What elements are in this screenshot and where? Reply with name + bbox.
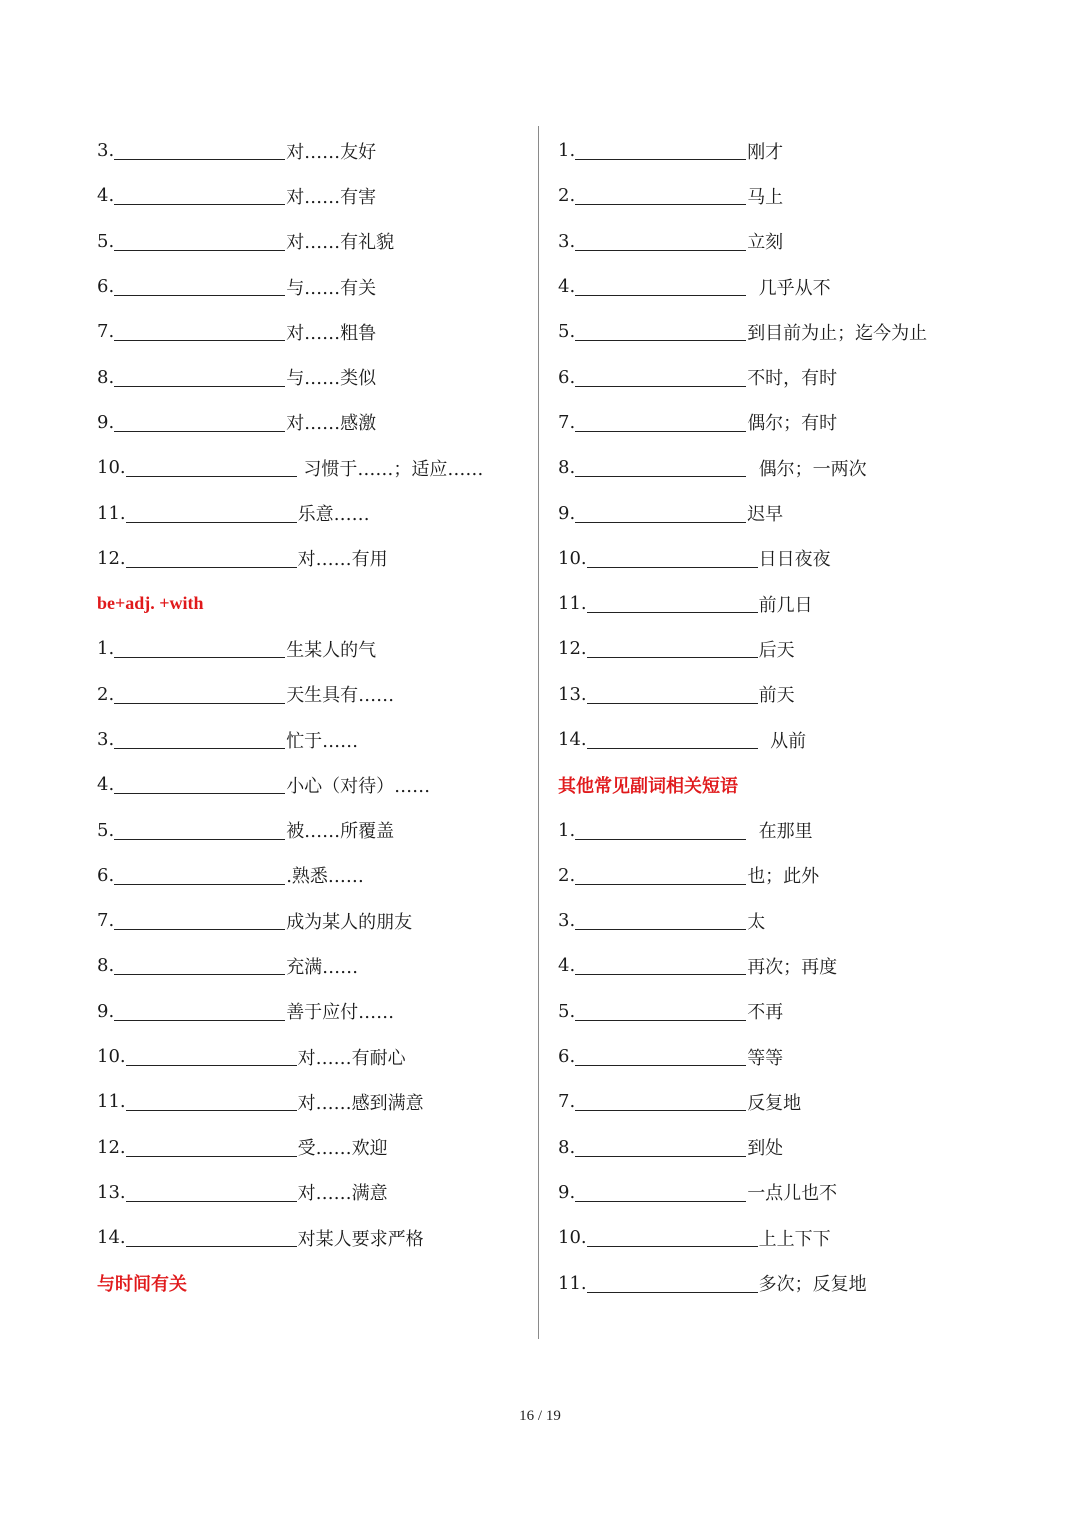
- chinese-meaning: 也；此外: [747, 866, 820, 888]
- answer-blank[interactable]: [575, 232, 746, 251]
- right-group-1: [558, 128, 998, 762]
- item-number: 5.: [97, 230, 115, 252]
- chinese-meaning: 前天: [758, 685, 795, 707]
- answer-blank[interactable]: [587, 549, 758, 568]
- item-number: 9.: [97, 1000, 115, 1022]
- exercise-row: [97, 309, 517, 354]
- item-number: 6.: [97, 864, 115, 886]
- exercise-row: [97, 989, 517, 1034]
- exercise-row: [97, 1034, 517, 1079]
- exercise-row: [558, 1079, 998, 1124]
- chinese-meaning: 到处: [747, 1138, 784, 1160]
- exercise-row: [558, 536, 998, 581]
- exercise-row: [558, 490, 998, 535]
- right-group-2: [558, 807, 998, 1305]
- item-number: 6.: [558, 366, 576, 388]
- item-number: 1.: [558, 140, 576, 162]
- chinese-meaning: .熟悉……: [286, 866, 364, 888]
- chinese-meaning: 对……粗鲁: [286, 322, 377, 344]
- exercise-row: [558, 626, 998, 671]
- answer-blank[interactable]: [575, 458, 746, 477]
- exercise-row: [558, 989, 998, 1034]
- item-number: 8.: [97, 366, 115, 388]
- chinese-meaning: 一点儿也不: [747, 1183, 838, 1205]
- chinese-meaning: 小心（对待）……: [286, 775, 431, 797]
- exercise-row: [97, 490, 517, 535]
- answer-blank[interactable]: [126, 1047, 297, 1066]
- chinese-meaning: 受……欢迎: [297, 1138, 388, 1160]
- answer-blank[interactable]: [575, 504, 746, 523]
- item-number: 5.: [558, 1000, 576, 1022]
- chinese-meaning: 在那里: [747, 821, 813, 843]
- exercise-row: [97, 128, 517, 173]
- answer-blank[interactable]: [575, 1002, 746, 1021]
- item-number: 8.: [97, 955, 115, 977]
- item-number: 10.: [97, 457, 126, 479]
- exercise-row: [558, 173, 998, 218]
- chinese-meaning: 前几日: [758, 594, 813, 616]
- answer-blank[interactable]: [575, 141, 746, 160]
- chinese-meaning: 生某人的气: [286, 639, 377, 661]
- section-heading-time: 与时间有关: [97, 1274, 187, 1295]
- exercise-row: [558, 898, 998, 943]
- exercise-row: [558, 581, 998, 626]
- answer-blank[interactable]: [575, 911, 746, 930]
- answer-blank[interactable]: [114, 368, 285, 387]
- item-number: 13.: [558, 683, 587, 705]
- item-number: 5.: [97, 819, 115, 841]
- chinese-meaning: 几乎从不: [747, 277, 831, 299]
- answer-blank[interactable]: [126, 1092, 297, 1111]
- item-number: 2.: [558, 185, 576, 207]
- exercise-row: [558, 1125, 998, 1170]
- exercise-row: [97, 807, 517, 852]
- exercise-row: [97, 717, 517, 762]
- chinese-meaning: 对……满意: [297, 1183, 388, 1205]
- item-number: 4.: [97, 774, 115, 796]
- item-number: 3.: [97, 140, 115, 162]
- exercise-row: [97, 400, 517, 445]
- chinese-meaning: 日日夜夜: [758, 549, 831, 571]
- exercise-row: [97, 1170, 517, 1215]
- item-number: 6.: [558, 1046, 576, 1068]
- item-number: 3.: [558, 910, 576, 932]
- exercise-row: [558, 853, 998, 898]
- exercise-row: [558, 445, 998, 490]
- exercise-row: [97, 853, 517, 898]
- answer-blank[interactable]: [587, 1274, 758, 1293]
- chinese-meaning: 多次；反复地: [758, 1274, 867, 1296]
- item-number: 12.: [97, 547, 126, 569]
- exercise-row: [558, 128, 998, 173]
- answer-blank[interactable]: [114, 956, 285, 975]
- chinese-meaning: 偶尔；有时: [747, 413, 838, 435]
- chinese-meaning: 刚才: [747, 141, 784, 163]
- answer-blank[interactable]: [114, 277, 285, 296]
- answer-blank[interactable]: [575, 1092, 746, 1111]
- chinese-meaning: 对……有礼貌: [286, 232, 395, 254]
- answer-blank[interactable]: [575, 1138, 746, 1157]
- chinese-meaning: 被……所覆盖: [286, 821, 395, 843]
- chinese-meaning: 天生具有……: [286, 685, 395, 707]
- item-number: 13.: [97, 1181, 126, 1203]
- item-number: 5.: [558, 321, 576, 343]
- item-number: 9.: [558, 1181, 576, 1203]
- chinese-meaning: 对……有用: [297, 549, 388, 571]
- chinese-meaning: 与……类似: [286, 368, 377, 390]
- answer-blank[interactable]: [126, 1228, 297, 1247]
- answer-blank[interactable]: [114, 141, 285, 160]
- exercise-row: [558, 1260, 998, 1305]
- answer-blank[interactable]: [114, 232, 285, 251]
- exercise-row: [558, 219, 998, 264]
- exercise-row: [97, 173, 517, 218]
- chinese-meaning: 到目前为止；迄今为止: [747, 322, 928, 344]
- answer-blank[interactable]: [126, 1138, 297, 1157]
- answer-blank[interactable]: [575, 866, 746, 885]
- exercise-row: [558, 1034, 998, 1079]
- answer-blank[interactable]: [587, 730, 758, 749]
- right-column: [558, 128, 998, 1306]
- chinese-meaning: 马上: [747, 186, 784, 208]
- exercise-row: [558, 264, 998, 309]
- answer-blank[interactable]: [126, 458, 297, 477]
- answer-blank[interactable]: [126, 1183, 297, 1202]
- chinese-meaning: 忙于……: [286, 730, 359, 752]
- item-number: 4.: [558, 276, 576, 298]
- answer-blank[interactable]: [587, 594, 758, 613]
- item-number: 9.: [97, 411, 115, 433]
- chinese-meaning: 对某人要求严格: [297, 1228, 424, 1250]
- exercise-row: [97, 445, 517, 490]
- item-number: 2.: [97, 683, 115, 705]
- answer-blank[interactable]: [114, 322, 285, 341]
- chinese-meaning: 等等: [747, 1047, 784, 1069]
- item-number: 12.: [97, 1136, 126, 1158]
- answer-blank[interactable]: [575, 368, 746, 387]
- answer-blank[interactable]: [114, 1002, 285, 1021]
- item-number: 8.: [558, 1136, 576, 1158]
- exercise-row: [97, 943, 517, 988]
- chinese-meaning: 乐意……: [297, 504, 370, 526]
- item-number: 11.: [97, 502, 126, 524]
- chinese-meaning: 太: [747, 911, 766, 933]
- item-number: 8.: [558, 457, 576, 479]
- exercise-row: [97, 1079, 517, 1124]
- item-number: 10.: [558, 547, 587, 569]
- answer-blank[interactable]: [114, 186, 285, 205]
- answer-blank[interactable]: [575, 1047, 746, 1066]
- answer-blank[interactable]: [575, 413, 746, 432]
- exercise-row: [97, 672, 517, 717]
- chinese-meaning: 对……有耐心: [297, 1047, 406, 1069]
- item-number: 11.: [558, 593, 587, 615]
- chinese-meaning: 再次；再度: [747, 956, 838, 978]
- answer-blank[interactable]: [114, 639, 285, 658]
- item-number: 7.: [97, 910, 115, 932]
- chinese-meaning: 与……有关: [286, 277, 377, 299]
- chinese-meaning: 上上下下: [758, 1228, 831, 1250]
- answer-blank[interactable]: [114, 775, 285, 794]
- chinese-meaning: 偶尔；一两次: [747, 458, 867, 480]
- item-number: 14.: [97, 1227, 126, 1249]
- chinese-meaning: 后天: [758, 639, 795, 661]
- answer-blank[interactable]: [587, 1228, 758, 1247]
- item-number: 9.: [558, 502, 576, 524]
- item-number: 2.: [558, 864, 576, 886]
- chinese-meaning: 成为某人的朋友: [286, 911, 413, 933]
- exercise-row: [97, 898, 517, 943]
- item-number: 7.: [97, 321, 115, 343]
- answer-blank[interactable]: [114, 685, 285, 704]
- exercise-row: [97, 536, 517, 581]
- answer-blank[interactable]: [126, 549, 297, 568]
- answer-blank[interactable]: [114, 730, 285, 749]
- item-number: 7.: [558, 1091, 576, 1113]
- exercise-row: [97, 1125, 517, 1170]
- exercise-row: [558, 943, 998, 988]
- chinese-meaning: 反复地: [747, 1092, 802, 1114]
- item-number: 3.: [97, 729, 115, 750]
- item-number: 4.: [97, 185, 115, 207]
- answer-blank[interactable]: [126, 504, 297, 523]
- answer-blank[interactable]: [114, 866, 285, 885]
- item-number: 6.: [97, 276, 115, 298]
- answer-blank[interactable]: [114, 413, 285, 432]
- exercise-row: [558, 1215, 998, 1260]
- chinese-meaning: 迟早: [747, 504, 784, 526]
- exercise-row: [97, 762, 517, 807]
- item-number: 1.: [558, 819, 576, 841]
- exercise-row: [558, 672, 998, 717]
- item-number: 4.: [558, 955, 576, 977]
- answer-blank[interactable]: [575, 1183, 746, 1202]
- item-number: 12.: [558, 638, 587, 660]
- left-group-1: [97, 128, 517, 581]
- exercise-row: [97, 219, 517, 264]
- exercise-row: [97, 626, 517, 671]
- column-divider: [538, 126, 539, 1339]
- exercise-row: [558, 807, 998, 852]
- chinese-meaning: 充满……: [286, 956, 359, 978]
- exercise-row: [558, 400, 998, 445]
- answer-blank[interactable]: [575, 956, 746, 975]
- item-number: 1.: [97, 638, 115, 660]
- section-heading-be-adj-with: be+adj. +with: [97, 593, 204, 614]
- chinese-meaning: 对……感激: [286, 413, 377, 435]
- answer-blank[interactable]: [575, 186, 746, 205]
- exercise-row: [558, 309, 998, 354]
- answer-blank[interactable]: [587, 685, 758, 704]
- answer-blank[interactable]: [575, 821, 746, 840]
- item-number: 10.: [97, 1046, 126, 1068]
- chinese-meaning: 善于应付……: [286, 1002, 395, 1024]
- chinese-meaning: 不时，有时: [747, 368, 838, 390]
- item-number: 11.: [97, 1091, 126, 1113]
- exercise-row: [97, 264, 517, 309]
- chinese-meaning: 对……感到满意: [297, 1092, 424, 1114]
- answer-blank[interactable]: [575, 322, 746, 341]
- item-number: 14.: [558, 729, 587, 750]
- exercise-row: [558, 1170, 998, 1215]
- item-number: 3.: [558, 230, 576, 252]
- exercise-row: [558, 354, 998, 399]
- section-heading-adverbs: 其他常见副词相关短语: [558, 775, 738, 796]
- exercise-row: [97, 1215, 517, 1260]
- item-number: 11.: [558, 1272, 587, 1294]
- left-column: [97, 128, 517, 1306]
- answer-blank[interactable]: [114, 911, 285, 930]
- chinese-meaning: 对……有害: [286, 186, 377, 208]
- item-number: 7.: [558, 411, 576, 433]
- chinese-meaning: 习惯于……；适应……: [297, 458, 484, 480]
- answer-blank[interactable]: [587, 639, 758, 658]
- chinese-meaning: 立刻: [747, 232, 784, 254]
- left-group-2: [97, 626, 517, 1260]
- answer-blank[interactable]: [575, 277, 746, 296]
- chinese-meaning: 不再: [747, 1002, 784, 1024]
- page-number: 16 / 19: [519, 1408, 561, 1424]
- chinese-meaning: 对……友好: [286, 141, 377, 163]
- item-number: 10.: [558, 1227, 587, 1249]
- chinese-meaning: 从前: [758, 730, 807, 752]
- exercise-row: [558, 717, 998, 762]
- answer-blank[interactable]: [114, 821, 285, 840]
- exercise-row: [97, 354, 517, 399]
